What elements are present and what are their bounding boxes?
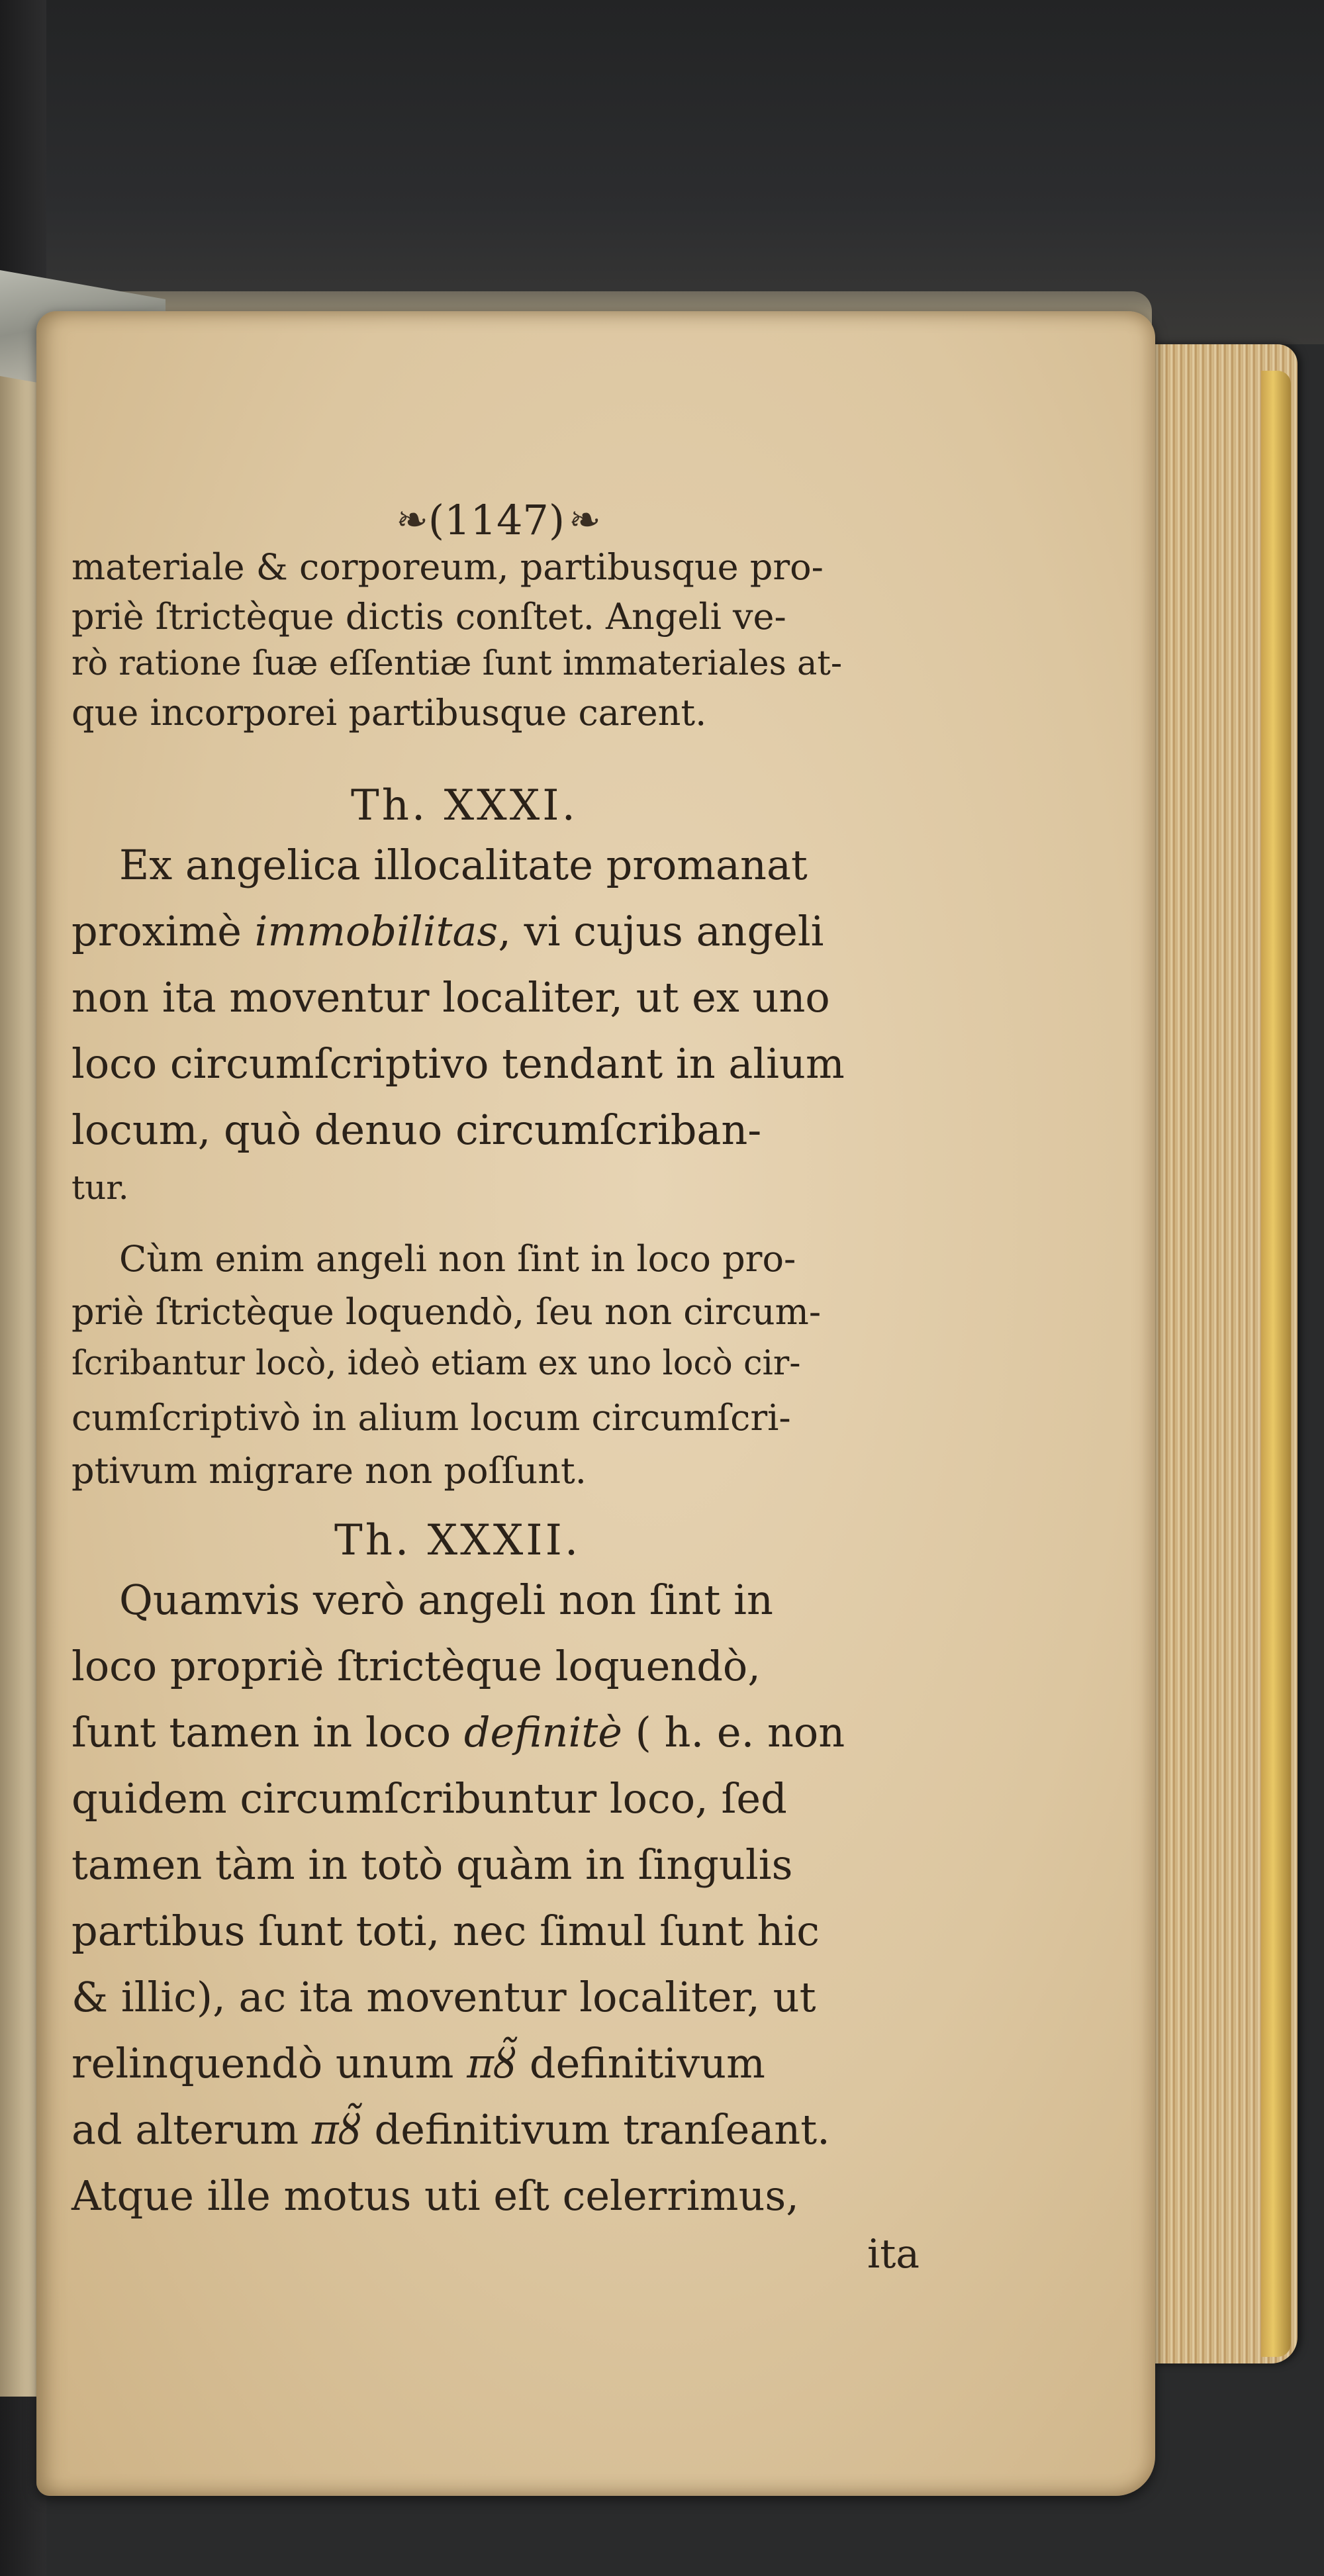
text-line: ad alterum πȣ̃ definitivum tranſeant.: [71, 2105, 830, 2154]
thesis-heading: Th. XXXII.: [334, 1516, 581, 1565]
text-line: Quamvis verò angeli non ſint in: [119, 1576, 773, 1624]
text-line: ptivum migrare non poſſunt.: [71, 1450, 587, 1492]
text-line: Cùm enim angeli non ſint in loco pro-: [119, 1238, 796, 1280]
text-line: ſunt tamen in loco definitè ( h. e. non: [71, 1708, 845, 1756]
page-header: [351, 487, 642, 553]
text-line: partibus ſunt toti, nec ſimul ſunt hic: [71, 1907, 820, 1955]
text-line: locum, quò denuo circumſcriban-: [71, 1106, 762, 1154]
catchword: ita: [867, 2231, 920, 2277]
text-line: relinquendò unum πȣ̃ definitivum: [71, 2039, 765, 2087]
text-line: proximè immobilitas, vi cujus angeli: [71, 907, 824, 955]
text-line: tamen tàm in totò quàm in ſingulis: [71, 1840, 793, 1889]
text-line: priè ſtrictèque loquendò, ſeu non circum-: [71, 1291, 822, 1333]
text-line: & illic), ac ita moventur localiter, ut: [71, 1973, 816, 2021]
text-line: quidem circumſcribuntur loco, ſed: [71, 1774, 787, 1823]
text-line: cumſcriptivò in alium locum circumſcri-: [71, 1397, 791, 1439]
text-line: Atque ille motus uti eſt celerrimus,: [71, 2171, 799, 2220]
text-line: ſcribantur locò, ideò etiam ex uno locò cir-: [71, 1344, 801, 1383]
ornament-right-icon: ❧: [569, 497, 597, 542]
text-line: rò ratione ſuæ eſſentiæ ſunt immateriales at-: [71, 644, 843, 683]
text-line: Ex angelica illocalitate promanat: [119, 841, 808, 889]
page-number: (1147): [428, 495, 565, 544]
text-line: materiale & corporeum, partibusque pro-: [71, 546, 824, 588]
text-line: loco propriè ſtrictèque loquendò,: [71, 1642, 761, 1690]
text-line: que incorporei partibusque carent.: [71, 692, 707, 734]
gilt-edge: [1261, 371, 1291, 2357]
thesis-heading: Th. XXXI.: [351, 781, 578, 830]
text-line: non ita moventur localiter, ut ex uno: [71, 973, 830, 1022]
text-line: tur.: [71, 1169, 129, 1207]
ornament-left-icon: ❧: [396, 497, 424, 542]
text-line: loco circumſcriptivo tendant in alium: [71, 1039, 845, 1088]
text-line: priè ſtrictèque dictis conſtet. Angeli ve-: [71, 596, 786, 638]
